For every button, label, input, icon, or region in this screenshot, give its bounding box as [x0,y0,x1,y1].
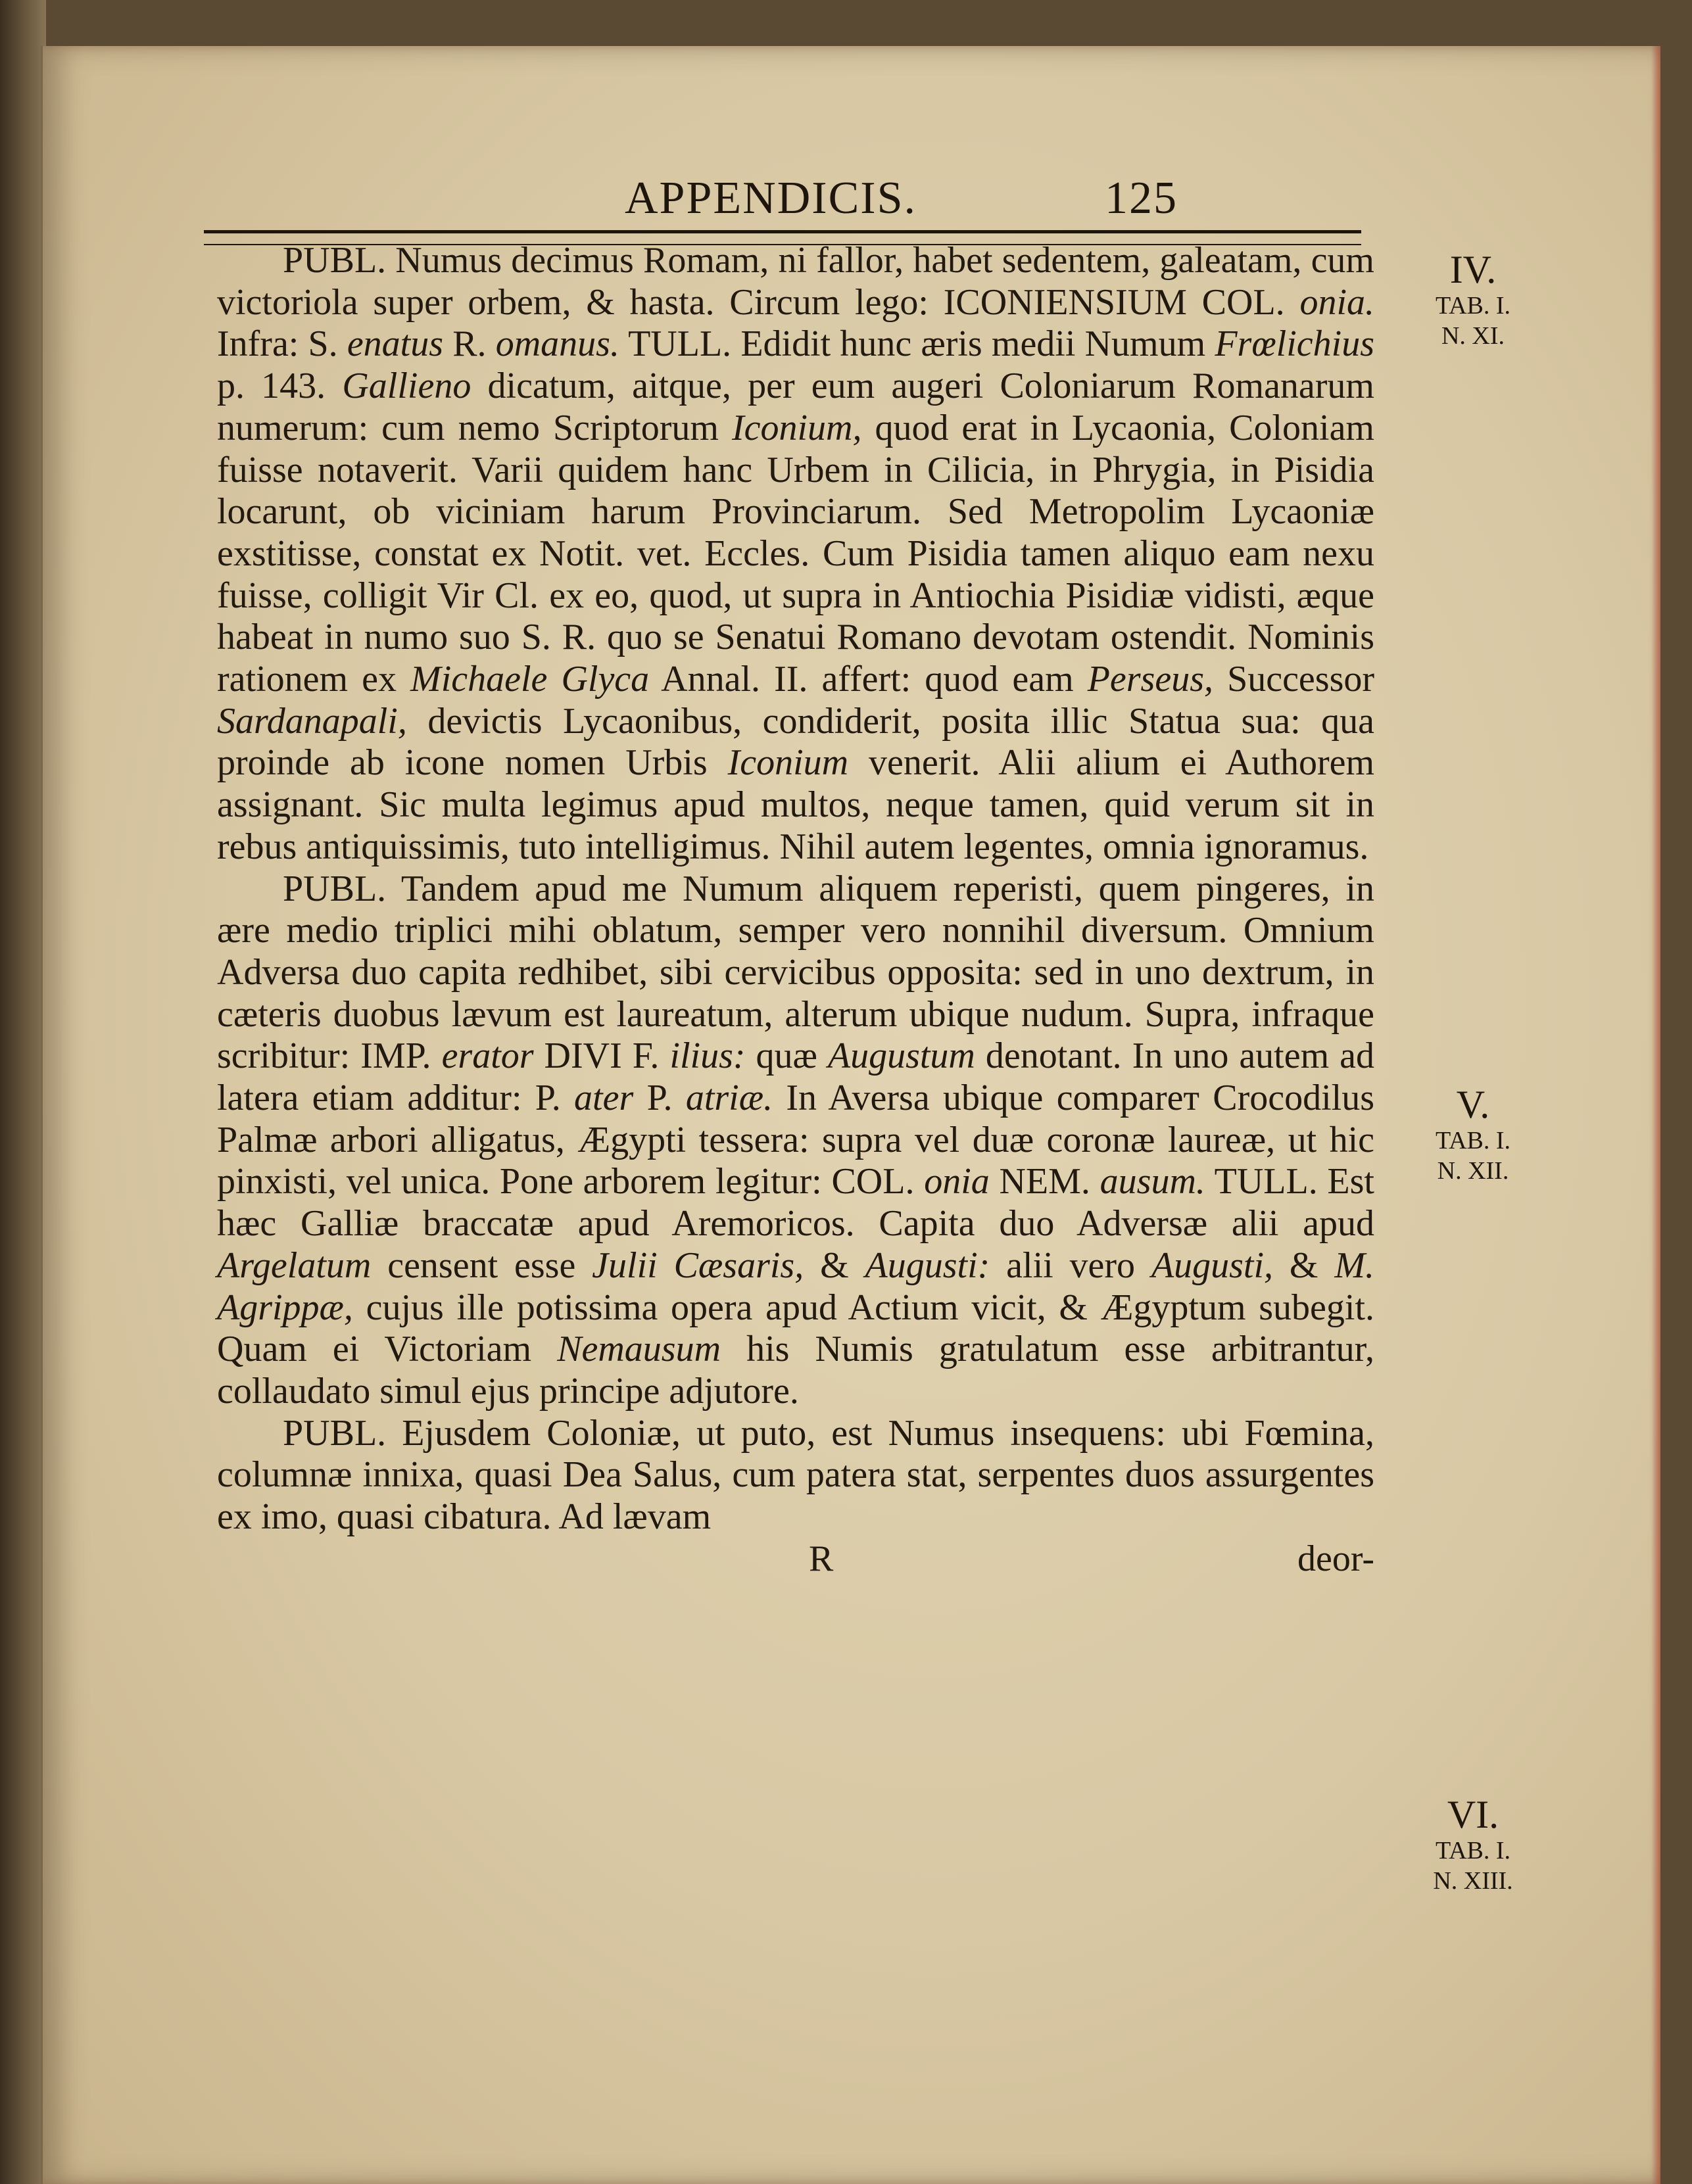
page-number: 125 [1105,173,1178,224]
italic-run: Julii Cæsaris, [592,1245,804,1286]
book-spine [0,0,46,2184]
paragraph [217,868,1374,1413]
margin-note-figure: N. XIII. [1433,1867,1513,1895]
text-run: R. [443,323,496,365]
paragraph-text [217,240,1374,867]
italic-run: omanus. [495,323,619,365]
text-run: denotant. In uno autem ad latera etiam additur: P. [217,1035,1374,1119]
page-edge [1651,46,1660,2184]
text-run: his Numis gratulatum esse arbitrantur, collaudato simul ejus principe adjutore. [217,1329,1375,1412]
italic-run: erator [441,1035,534,1077]
catchword: deor- [1297,1538,1374,1579]
italic-run: Sardanapali, [217,700,407,742]
text-run: cujus ille potissima opera apud Actium vicit, & Ægyptum subegit. Quam ei Victoriam [217,1287,1374,1370]
italic-run: Iconium, [731,407,862,448]
italic-run: Michaele Glyca [410,659,650,700]
paragraph-text [217,868,1374,1412]
margin-note-number: VI. [1447,1793,1499,1836]
text-run: NEM. [989,1161,1100,1202]
italic-run: Argelatum [217,1245,372,1286]
text-run: TULL. Est hæc Galliæ braccatæ apud Aremoricos. Capita duo Adversæ alii apud [217,1161,1374,1245]
text-run: Ejusdem Coloniæ, ut puto, est Numus insequens: ubi Fœmina, columnæ innixa, quasi Dea Salus, cum patera stat, serpentes duos assurgentes ex imo, quasi cibatura. Ad lævam [217,1412,1374,1538]
italic-run: Gallieno [342,366,471,407]
speaker-label: PUBL. [283,240,387,281]
speaker-label: PUBL. [283,868,387,909]
margin-note-table: TAB. I. [1435,1837,1511,1864]
italic-run: Augusti, [1151,1245,1274,1286]
italic-run: Perseus, [1087,659,1213,700]
italic-run: onia [924,1161,990,1202]
italic-run: Iconium [727,742,849,784]
margin-note [1388,1083,1559,1186]
text-run: Tandem apud me Numum aliquem reperisti, quem pingeres, in ære medio triplici mihi oblatum, semper vero nonnihil diversum. Omnium Adversa duo capita redhibet, sibi cervicibus opposita: sed in uno dextrum, in cæteris duobus lævum est laureatum, alterum ubique nudum. Supra, infraque scribitur: IMP. [217,868,1374,1077]
page-footer [217,1538,1374,1580]
paragraph-text [217,1413,1374,1537]
italic-run: Nemausum [557,1329,721,1370]
text-run: Successor [1213,659,1375,700]
italic-run: Augusti: [865,1245,990,1286]
margin-note-table: TAB. I. [1435,1127,1511,1154]
text-run: In Aversa ubique compareт Crocodilus Palmæ arbori alligatus, Ægypti tessera: supra vel duæ coronæ laureæ, ut hic pinxisti, vel unica. Pone arborem legitur: COL. [217,1078,1375,1202]
margin-note [1388,249,1559,351]
text-run: dicatum, aitque, per eum augeri Coloniarum Romanarum numerum: cum nemo Scriptorum [217,366,1374,448]
italic-run: ilius: [669,1035,746,1077]
main-text [217,240,1374,1580]
text-run: quæ [745,1035,828,1077]
text-run: devictis Lycaonibus, condiderit, posita illic Statua sua: qua proinde ab icone nomen Urbis [217,700,1374,784]
italic-run: ater [574,1078,634,1119]
text-run: p. 143. [217,366,343,407]
text-run: censent esse [371,1245,592,1286]
margin-note-figure: N. XI. [1441,322,1505,350]
italic-run: atriæ. [685,1078,773,1119]
text-run: quod erat in Lycaonia, Coloniam fuisse notaverit. Varii quidem hanc Urbem in Cilicia, in Phrygia, in Pisidia locarunt, ob viciniam harum Provinciarum. Sed Metropolim Lycaoniæ exstitisse, constat ex Notit. vet. Eccles. Cum Pisidia tamen aliquo eam nexu fuisse, colligit Vir Cl. ex eo, quod, ut supra in Antiochia Pisidiæ vidisti, æque habeat in numo suo S. R. quo se Senatui Romano devotam ostendit. Nominis rationem ex [217,407,1374,700]
text-run: DIVI F. [533,1035,670,1077]
italic-run: ausum. [1100,1161,1205,1202]
text-run: & [804,1245,865,1286]
margin-note-number: V. [1456,1083,1490,1126]
signature-mark: R [809,1538,834,1579]
text-run: & [1273,1245,1335,1286]
italic-run: Frœlichius [1215,323,1374,365]
running-head [579,172,1236,231]
text-run: P. [633,1078,686,1119]
speaker-label: PUBL. [283,1412,387,1454]
text-run: TULL. Edidit hunc æris medii Numum [619,323,1215,365]
text-run: Numus decimus Romam, ni fallor, habet sedentem, galeatam, cum victoriola super orbem, & hasta. Circum lego: ICONIENSIUM COL. [217,240,1374,323]
page-title: APPENDICIS. [625,173,917,224]
text-run: venerit. Alii alium ei Authorem assignant. Sic multa legimus apud multos, neque tamen, quid verum sit in rebus antiquissimis, tuto intelligimus. Nihil autem legentes, omnia ignoramus. [217,742,1375,867]
italic-run: onia. [1299,281,1374,323]
margin-note-figure: N. XII. [1437,1157,1509,1185]
margin-note-table: TAB. I. [1435,292,1511,320]
italic-run: enatus [347,323,444,365]
italic-run: M. Agrippæ, [217,1245,1374,1328]
paragraph [217,1413,1374,1538]
text-run: Infra: S. [217,323,347,365]
italic-run: Augustum [827,1035,975,1077]
text-run: Annal. II. affert: quod eam [649,659,1088,700]
margin-note-number: IV. [1449,248,1497,291]
paragraph [217,240,1374,868]
text-run: alii vero [990,1245,1151,1286]
margin-note [1388,1793,1559,1896]
